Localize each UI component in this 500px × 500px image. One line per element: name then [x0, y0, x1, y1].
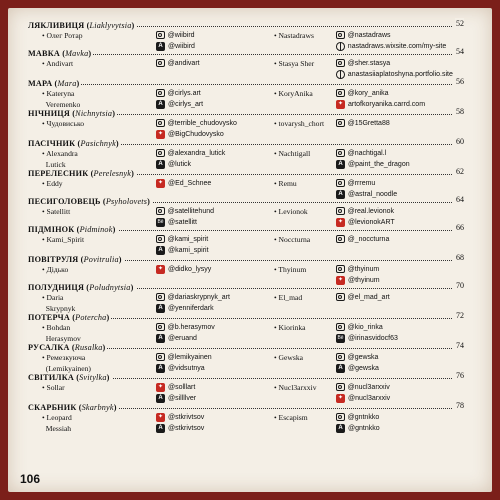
instagram-icon	[336, 59, 345, 68]
credit-section	[28, 194, 464, 226]
right-artist-handle[interactable]	[336, 322, 383, 333]
creature-title: ПОТЕРЧА (Potercha)	[28, 313, 110, 322]
creature-title: СВІТИЛКА (Svitylka)	[28, 373, 110, 382]
left-artist-handle[interactable]	[156, 30, 195, 41]
handle-text: @kami_spirit	[168, 247, 209, 254]
instagram-icon	[156, 119, 165, 128]
handle-text: @paint_the_dragon	[348, 161, 410, 168]
credit-section	[28, 18, 464, 50]
creature-name: ПЕРЕЛЕСНИК	[28, 169, 89, 178]
handle-text: @el_mad_art	[347, 294, 390, 301]
right-artist-name: • Stasya Sher	[274, 59, 315, 68]
instagram-icon	[336, 119, 345, 128]
left-artist-name: • Ремезкуюча (Lemikyainen)	[42, 353, 91, 373]
handle-text: @terrible_chudovysko	[167, 120, 237, 127]
dot-leader	[28, 84, 452, 85]
left-artist-handle[interactable]	[156, 58, 200, 69]
left-artist-handle[interactable]	[156, 234, 208, 245]
creature-name: ПЕСИГОЛОВЕЦЬ	[28, 197, 101, 206]
handle-text: @Ed_Schnee	[168, 180, 212, 187]
left-artist-name: • Олег Ротар	[42, 31, 83, 40]
creature-title: МАВКА (Mavka)	[28, 49, 92, 58]
right-artist-name: • Nachtigall	[274, 149, 311, 158]
credit-section	[28, 46, 464, 78]
left-artist-name: • Чудовисько	[42, 119, 85, 128]
right-artist-handle[interactable]	[336, 352, 378, 363]
section-page-number: 76	[456, 371, 464, 380]
left-artist-handle[interactable]	[156, 352, 212, 363]
creature-title: ПІДМІНОК (Pidminok)	[28, 225, 116, 234]
instagram-icon	[336, 235, 345, 244]
creature-name: СВІТИЛКА	[28, 373, 74, 382]
section-page-number: 70	[456, 281, 464, 290]
left-artist-handle[interactable]	[156, 178, 211, 189]
handle-text: @cirlys_art	[168, 101, 204, 108]
credit-section	[28, 76, 464, 109]
left-artist-handle[interactable]	[156, 206, 214, 217]
creature-title: ПОЛУДНИЦЯ (Poludnytsia)	[28, 283, 134, 292]
handle-text: @gntnkko	[348, 425, 380, 432]
instagram-icon	[336, 149, 345, 158]
handle-text: @sher.stasya	[347, 60, 391, 67]
section-page-number: 78	[456, 401, 464, 410]
right-artist-handle[interactable]	[336, 30, 391, 41]
handle-text: @gewska	[348, 365, 379, 372]
handle-text: @nucl3arxxiv	[347, 384, 390, 391]
instagram-icon	[336, 31, 345, 40]
left-artist-name: • Bohdan Herasymov	[42, 323, 81, 343]
handle-text: @satellitt	[168, 219, 197, 226]
left-artist-handle[interactable]	[156, 148, 225, 159]
credit-section	[28, 166, 464, 198]
handle-text: @gntnkko	[347, 414, 380, 421]
handle-text: @alexandra_lutick	[167, 150, 226, 157]
credit-section	[28, 400, 464, 433]
creature-name: СКАРБНИК	[28, 403, 77, 412]
instagram-icon	[156, 353, 165, 362]
right-artist-handle[interactable]	[336, 264, 379, 275]
handle-text: @cirlys.art	[167, 90, 201, 97]
left-artist-handle[interactable]	[156, 322, 215, 333]
handle-text: @lutick	[168, 161, 192, 168]
section-page-number: 66	[456, 223, 464, 232]
section-page-number: 62	[456, 167, 464, 176]
right-artist-name: • Gewska	[274, 353, 304, 362]
section-heading	[28, 166, 464, 178]
right-artist-name: • Remu	[274, 179, 297, 188]
creature-name: ПОВІТРУЛЯ	[28, 255, 79, 264]
left-artist-name: • Satellitt	[42, 207, 71, 216]
right-artist-handle[interactable]	[336, 118, 390, 129]
right-artist-handle[interactable]	[336, 58, 390, 69]
handle-text: @astral_noodle	[348, 191, 398, 198]
creature-translit: Mavka	[65, 49, 89, 58]
credit-section	[28, 252, 464, 284]
instagram-icon	[156, 149, 165, 158]
section-heading	[28, 46, 464, 58]
right-artist-name: • Levionok	[274, 207, 308, 216]
instagram-icon	[156, 207, 165, 216]
right-artist-handle[interactable]	[336, 292, 390, 303]
right-artist-handle[interactable]	[336, 382, 390, 393]
section-heading	[28, 18, 464, 30]
section-heading	[28, 136, 464, 148]
creature-name: МАРА	[28, 79, 53, 88]
handle-text: @kami_spirit	[167, 236, 209, 243]
handle-text: @nachtigal.l	[347, 150, 387, 157]
credit-section	[28, 310, 464, 343]
right-artist-name: • Escapism	[274, 413, 308, 422]
section-heading	[28, 252, 464, 264]
section-page-number: 58	[456, 107, 464, 116]
instagram-icon	[336, 413, 345, 422]
left-artist-name: • Daria Skrypnyk	[42, 293, 76, 313]
creature-title: СКАРБНИК (Skarbnyk)	[28, 403, 117, 412]
handle-text: @b.herasymov	[167, 324, 215, 331]
handle-text: @wiibird	[167, 32, 195, 39]
credit-section	[28, 370, 464, 402]
book-page	[8, 8, 492, 492]
instagram-icon	[336, 293, 345, 302]
right-artist-handle[interactable]	[336, 412, 379, 423]
handle-text: @didko_lysyy	[168, 266, 212, 273]
handle-text: @irinasvidocf63	[348, 335, 398, 342]
creature-title: НІЧНИЦЯ (Nichnytsia)	[28, 109, 116, 118]
handle-text: @satellitehund	[167, 208, 215, 215]
creature-translit: Rusalka	[74, 343, 103, 352]
credit-section	[28, 136, 464, 169]
section-page-number: 52	[456, 19, 464, 28]
creature-name: ПОТЕРЧА	[28, 313, 70, 322]
left-artist-handle[interactable]	[156, 88, 201, 99]
section-heading	[28, 280, 464, 292]
section-page-number: 74	[456, 341, 464, 350]
left-artist-name: • Alexandra Lutick	[42, 149, 78, 169]
handle-text: @lemikyainen	[167, 354, 212, 361]
handle-text: @yenniferdark	[168, 305, 214, 312]
section-heading	[28, 400, 464, 412]
artstation-icon	[156, 424, 165, 433]
right-artist-name: • Noccturna	[274, 235, 311, 244]
creature-name: МАВКА	[28, 49, 60, 58]
handle-text: @sillllver	[168, 395, 197, 402]
left-artist-name: • Eddy	[42, 179, 63, 188]
creature-title: ПОВІТРУЛЯ (Povitrulia)	[28, 255, 122, 264]
twitter-icon	[156, 413, 165, 422]
section-heading	[28, 106, 464, 118]
creature-translit: Pidminok	[79, 225, 113, 234]
creature-translit: Psyholovets	[105, 197, 148, 206]
creature-translit: Liaklyvytsia	[89, 21, 132, 30]
right-artist-name: • El_mad	[274, 293, 303, 302]
creature-name: НІЧНИЦЯ	[28, 109, 70, 118]
instagram-icon	[156, 59, 165, 68]
credit-section	[28, 280, 464, 313]
right-artist-name: • Nastadraws	[274, 31, 314, 40]
instagram-icon	[156, 235, 165, 244]
creature-name: ПОЛУДНИЦЯ	[28, 283, 85, 292]
creature-name: ПАСІЧНИК	[28, 139, 76, 148]
handle-text: @_noccturna	[347, 236, 390, 243]
left-artist-handle[interactable]	[156, 264, 211, 275]
left-artist-handle[interactable]	[156, 423, 204, 434]
left-artist-name: • Sollar	[42, 383, 65, 392]
right-artist-handle[interactable]	[336, 178, 375, 189]
section-heading	[28, 370, 464, 382]
section-heading	[28, 222, 464, 234]
left-artist-name: • Andivart	[42, 59, 74, 68]
handle-text: @nastadraws	[347, 32, 391, 39]
handle-text: @dariaskrypnyk_art	[167, 294, 230, 301]
right-artist-handle[interactable]	[336, 234, 389, 245]
handle-text: anastasiiaplatoshyna.portfolio.site	[347, 71, 453, 78]
left-artist-name: • Kami_Spirit	[42, 235, 85, 244]
creature-title: ПЕРЕЛЕСНИК (Perelesnyk)	[28, 169, 135, 178]
right-artist-handle[interactable]	[336, 88, 389, 99]
creature-title: РУСАЛКА (Rusalka)	[28, 343, 106, 352]
handle-text: @nucl3arxxiv	[348, 395, 391, 402]
handle-text: @thyinum	[348, 277, 380, 284]
instagram-icon	[336, 383, 345, 392]
creature-translit: Poludnytsia	[89, 283, 131, 292]
section-heading	[28, 194, 464, 206]
instagram-icon	[336, 207, 345, 216]
handle-text: @rrremu	[347, 180, 376, 187]
left-artist-handle[interactable]	[156, 292, 230, 303]
right-artist-handle[interactable]	[336, 206, 394, 217]
handle-text: @kio_rinka	[347, 324, 383, 331]
right-artist-name: • tovarysh_chort	[274, 119, 325, 128]
twitter-icon	[156, 265, 165, 274]
right-artist-name: • Nucl3arxxiv	[274, 383, 317, 392]
right-artist-handle[interactable]	[336, 423, 380, 434]
creature-translit: Perelesnyk	[93, 169, 132, 178]
section-page-number: 72	[456, 311, 464, 320]
credit-section	[28, 106, 464, 138]
creature-translit: Skarbnyk	[81, 403, 114, 412]
creature-name: ПІДМІНОК	[28, 225, 75, 234]
handle-text: @stkrivtsov	[168, 425, 205, 432]
left-artist-handle[interactable]	[156, 382, 195, 393]
creature-title: ЛЯКЛИВИЦЯ (Liaklyvytsia)	[28, 21, 135, 30]
creature-translit: Mara	[57, 79, 77, 88]
left-artist-handle[interactable]	[156, 412, 204, 423]
left-artist-handle[interactable]	[156, 118, 237, 129]
credit-section	[28, 340, 464, 373]
section-page-number: 60	[456, 137, 464, 146]
section-page-number: 64	[456, 195, 464, 204]
handle-text: @stkrivtsov	[168, 414, 205, 421]
instagram-icon	[336, 179, 345, 188]
instagram-icon	[336, 89, 345, 98]
twitter-icon	[156, 179, 165, 188]
left-artist-name: • Kateryna Veremenko	[42, 89, 81, 109]
creature-name: РУСАЛКА	[28, 343, 70, 352]
artstation-icon	[336, 424, 345, 433]
creature-translit: Nichnytsia	[75, 109, 113, 118]
handle-text: @vidsutnya	[168, 365, 205, 372]
instagram-icon	[156, 31, 165, 40]
handle-text: @BigChudovysko	[168, 131, 224, 138]
handle-text: @kory_anika	[347, 90, 389, 97]
left-artist-name: • Leopard Messiah	[42, 413, 72, 433]
handle-text: @real.levionok	[347, 208, 394, 215]
instagram-icon	[336, 353, 345, 362]
right-artist-name: • Kiorinka	[274, 323, 306, 332]
left-artist-name: • Дідько	[42, 265, 69, 274]
instagram-icon	[156, 89, 165, 98]
handle-text: @thyinum	[347, 266, 380, 273]
handle-text: artofkoryanika.carrd.com	[348, 101, 426, 108]
creature-translit: Pasichnyk	[80, 139, 116, 148]
section-heading	[28, 340, 464, 352]
instagram-icon	[156, 293, 165, 302]
section-heading	[28, 76, 464, 88]
right-artist-name: • Thyinum	[274, 265, 307, 274]
handle-text: @gewska	[347, 354, 379, 361]
section-page-number: 68	[456, 253, 464, 262]
section-page-number: 54	[456, 47, 464, 56]
handle-text: @solllart	[168, 384, 196, 391]
handle-text: @levionokART	[348, 219, 395, 226]
instagram-icon	[156, 323, 165, 332]
handle-text: nastadraws.wixsite.com/my-site	[347, 43, 447, 50]
creature-title: ПАСІЧНИК (Pasichnyk)	[28, 139, 119, 148]
section-heading	[28, 310, 464, 322]
creature-name: ЛЯКЛИВИЦЯ	[28, 21, 85, 30]
instagram-icon	[336, 265, 345, 274]
handle-text: @andivart	[167, 60, 200, 67]
creature-translit: Potercha	[75, 313, 107, 322]
twitter-icon	[156, 383, 165, 392]
page-number: 106	[20, 472, 41, 486]
creature-title: ПЕСИГОЛОВЕЦЬ (Psyholovets)	[28, 197, 151, 206]
handle-text: @eruand	[168, 335, 197, 342]
credit-section	[28, 222, 464, 254]
creature-translit: Povitrulia	[83, 255, 119, 264]
creature-translit: Svitylka	[79, 373, 107, 382]
right-artist-name: • KoryAnika	[274, 89, 313, 98]
handle-text: @wiibird	[168, 43, 195, 50]
handle-text: @15Gretta88	[347, 120, 390, 127]
right-artist-handle[interactable]	[336, 148, 386, 159]
section-page-number: 56	[456, 77, 464, 86]
creature-title: МАРА (Mara)	[28, 79, 80, 88]
instagram-icon	[336, 323, 345, 332]
